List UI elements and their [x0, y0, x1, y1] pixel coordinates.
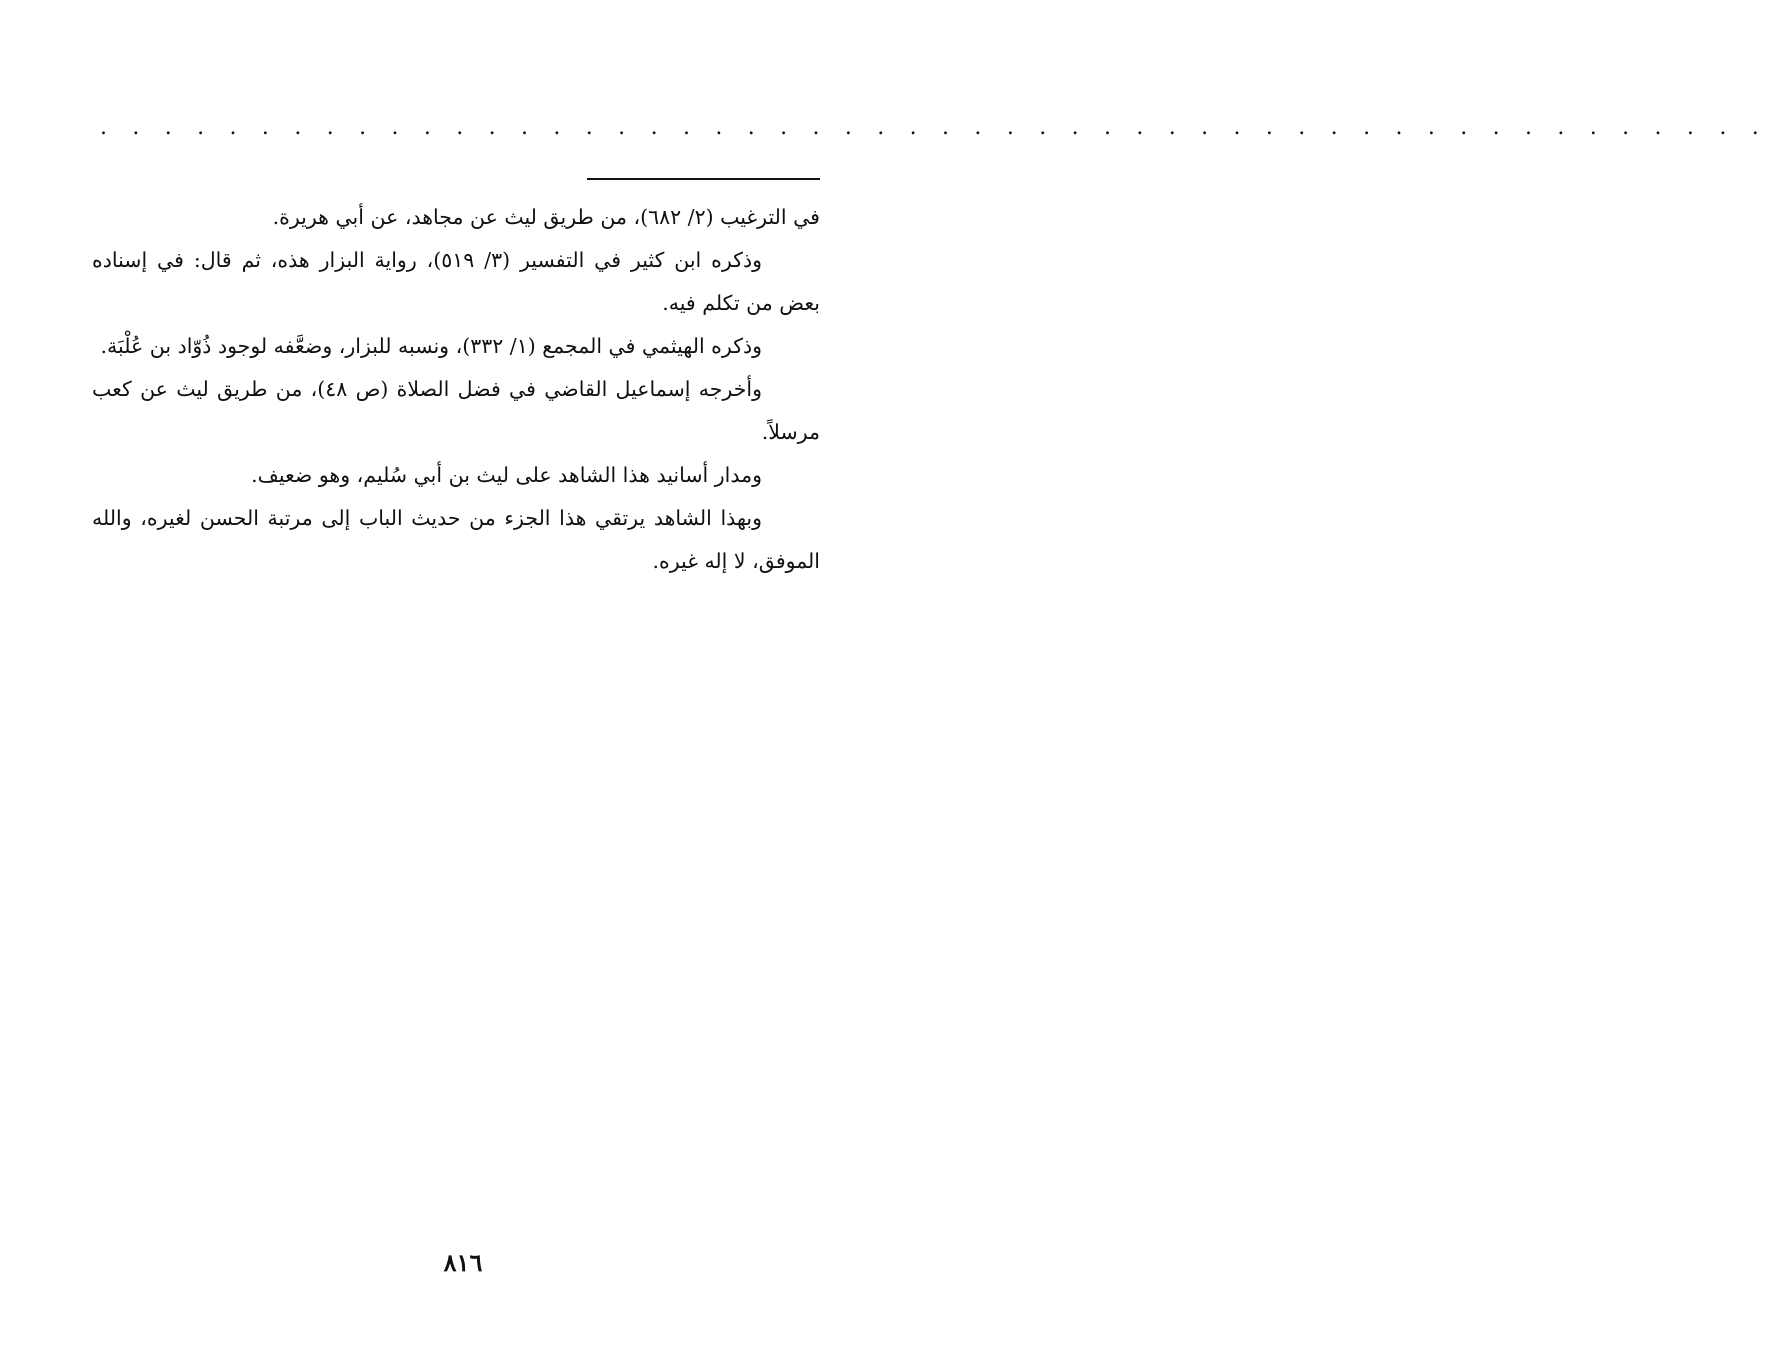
footnote-rule [587, 178, 820, 180]
footnote-paragraph: في الترغيب (٢/ ٦٨٢)، من طريق ليث عن مجاهد، عن أبي هريرة. [272, 205, 820, 229]
footnote-paragraph: وذكره الهيثمي في المجمع (١/ ٣٣٢)، ونسبه للبزار، وضعَّفه لوجود ذُوّاد بن عُلْبَة. [100, 334, 762, 358]
footnotes-section [92, 196, 820, 583]
footnote-paragraph: وذكره ابن كثير في التفسير (٣/ ٥١٩)، رواية البزار هذه، ثم قال: في إسناده بعض من تكلم فيه. [92, 248, 820, 315]
footnote-paragraph: وبهذا الشاهد يرتقي هذا الجزء من حديث الباب إلى مرتبة الحسن لغيره، والله الموفق، لا إله غيره. [92, 506, 820, 573]
footnote-paragraph: ومدار أسانيد هذا الشاهد على ليث بن أبي سُليم، وهو ضعيف. [251, 463, 762, 487]
page-number: ٨١٦ [443, 1248, 483, 1277]
footnote-paragraph: وأخرجه إسماعيل القاضي في فضل الصلاة (ص ٤٨)، من طريق ليث عن كعب مرسلاً. [92, 377, 820, 444]
dotted-separator: . . . . . . . . . . . . . . . . . . . . . . . . . . . . . . . . . . . . . . . . . . . . . . . . . . . . [100, 115, 1768, 140]
